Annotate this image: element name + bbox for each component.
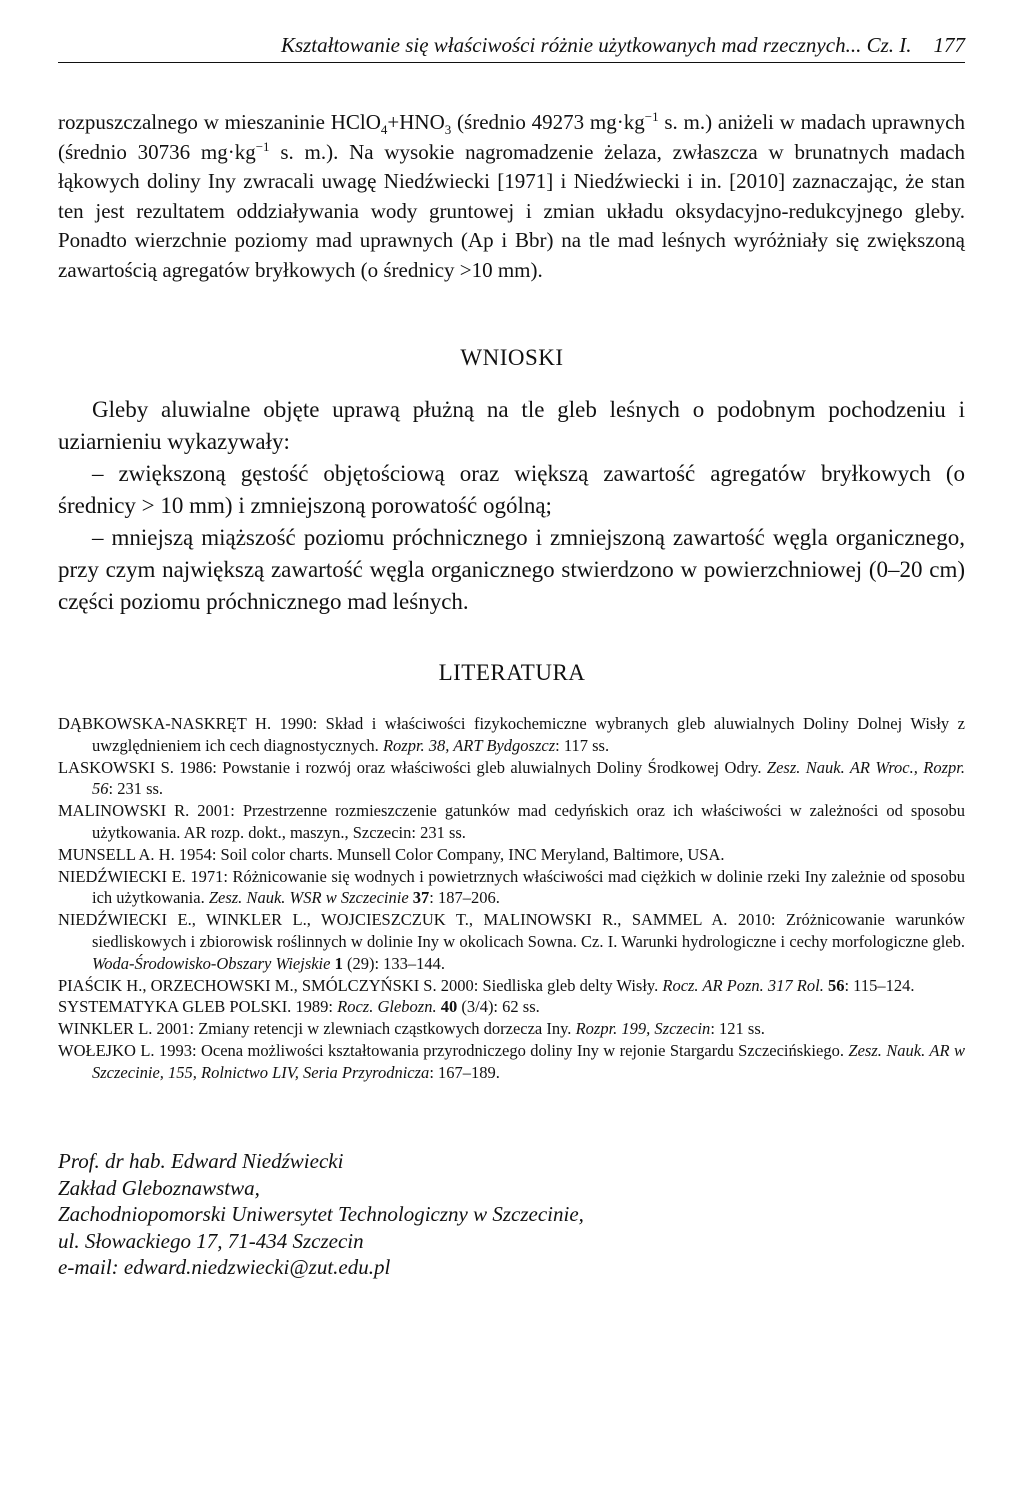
intro-paragraph [58,108,965,285]
conclusions-lead: Gleby aluwialne objęte uprawą płużną na tle gleb leśnych o podobnym pochodzeniu i uziarnieniu wykazywały: [58,397,965,454]
reference-list [58,713,965,1084]
conclusions-item-2: – mniejszą miąższość poziomu próchnicznego i zmniejszoną zawartość węgla organicznego, przy czym największą zawartość węgla organicznego stwierdzono w powierzchniowej (0–20 cm) części poziomu próchnicznego mad leśnych. [58,525,965,614]
intro-sup-1: −1 [644,109,659,124]
conclusions-body [58,394,965,618]
intro-text-1: rozpuszczalnego w mieszaninie HClO [58,110,381,134]
author-name: Prof. dr hab. Edward Niedźwiecki [58,1149,344,1173]
reference-item: MUNSELL A. H. 1954: Soil color charts. Munsell Color Company, INC Meryland, Baltimore, USA. [58,844,725,864]
author-email: e-mail: edward.niedzwiecki@zut.edu.pl [58,1255,391,1279]
conclusions-item-1: – zwiększoną gęstość objętościową oraz większą zawartość agregatów bryłkowych (o średnicy > 10 mm) i zmniejszoną porowatość ogólną; [58,461,965,518]
intro-sub-4: 4 [380,122,388,138]
reference-item: SYSTEMATYKA GLEB POLSKI. 1989: Rocz. Glebozn. 40 (3/4): 62 ss. [58,997,540,1017]
reference-item: PIAŚCIK H., ORZECHOWSKI M., SMÓLCZYŃSKI S. 2000: Siedliska gleb delty Wisły. Rocz. AR Pozn. 317 Rol. 56: 115–124. [58,975,915,995]
reference-item: MALINOWSKI R. 2001: Przestrzenne rozmieszczenie gatunków mad cedyńskich oraz ich właściwości w zależności od sposobu użytkowania. AR rozp. dokt., maszyn., Szczecin: 231 ss. [58,801,965,842]
reference-item: WINKLER L. 2001: Zmiany retencji w zlewniach cząstkowych dorzecza Iny. Rozpr. 199, Szczecin: 121 ss. [58,1019,765,1039]
intro-text-2: +HNO [387,110,445,134]
reference-item: WOŁEJKO L. 1993: Ocena możliwości kształtowania przyrodniczego doliny Iny w rejonie Stargardu Szczecińskiego. Zesz. Nauk. AR w Szczecinie, 155, Rolnictwo LIV, Seria Przyrodnicza: 167–189. [58,1040,965,1082]
intro-sup-2: −1 [255,138,270,154]
author-university: Zachodniopomorski Uniwersytet Technologiczny w Szczecinie, [58,1202,584,1226]
author-address [58,1148,965,1281]
reference-item: NIEDŹWIECKI E. 1971: Różnicowanie się wodnych i powietrznych właściwości mad ciężkich w dolinie rzeki Iny zależnie od sposobu ich użytkowania. Zesz. Nauk. WSR w Szczecinie 37: 187–206. [58,866,965,908]
author-street: ul. Słowackiego 17, 71-434 Szczecin [58,1228,364,1253]
running-head-title: Kształtowanie się właściwości różnie użytkowanych mad rzecznych... Cz. I. [280,33,912,57]
author-department: Zakład Gleboznawstwa, [58,1175,260,1200]
intro-text-3: (średnio 49273 mg·kg [451,110,645,134]
reference-item: NIEDŹWIECKI E., WINKLER L., WOJCIESZCZUK T., MALINOWSKI R., SAMMEL A. 2010: Zróżnicowanie warunków siedliskowych i zbiorowisk roślinnych w dolinie Iny w okolicach Sowna. Cz. I. Warunki hydrologiczne i cechy morfologiczne gleb. Woda-Środowisko-Obszary Wiejskie 1 (29): 133–144. [58,910,965,973]
reference-item: DĄBKOWSKA-NASKRĘT H. 1990: Skład i właściwości fizykochemiczne wybranych gleb aluwialnych Doliny Dolnej Wisły z uwzględnieniem ich cech diagnostycznych. Rozpr. 38, ART Bydgoszcz: 117 ss. [58,714,965,755]
reference-item: LASKOWSKI S. 1986: Powstanie i rozwój oraz właściwości gleb aluwialnych Doliny Środkowej Odry. Zesz. Nauk. AR Wroc., Rozpr. 56: 231 ss. [58,757,965,799]
page-number: 177 [933,33,965,57]
intro-text-5: s. m.). Na wysokie nagromadzenie żelaza, zwłaszcza w brunatnych madach łąkowych doliny Iny zwracali uwagę Niedźwiecki [1971] i Niedźwiecki i in. [2010] zaznaczając, że stan ten jest rezultatem oddziaływania wody gruntowej i zmian układu oksydacyjno-redukcyjnego gleby. Ponadto wierzchnie poziomy mad uprawnych (Ap i Bbr) na tle mad leśnych wyróżniały się zwiększoną zawartością agregatów bryłkowych (o średnicy >10 mm). [58,139,965,282]
intro-text-4: s. m.) aniżeli w madach uprawnych (średnio 30736 mg·kg [58,110,965,164]
conclusions-heading: WNIOSKI [460,345,564,370]
running-head [58,32,965,63]
intro-sub-3: 3 [444,122,452,138]
literature-heading: LITERATURA [438,660,586,685]
